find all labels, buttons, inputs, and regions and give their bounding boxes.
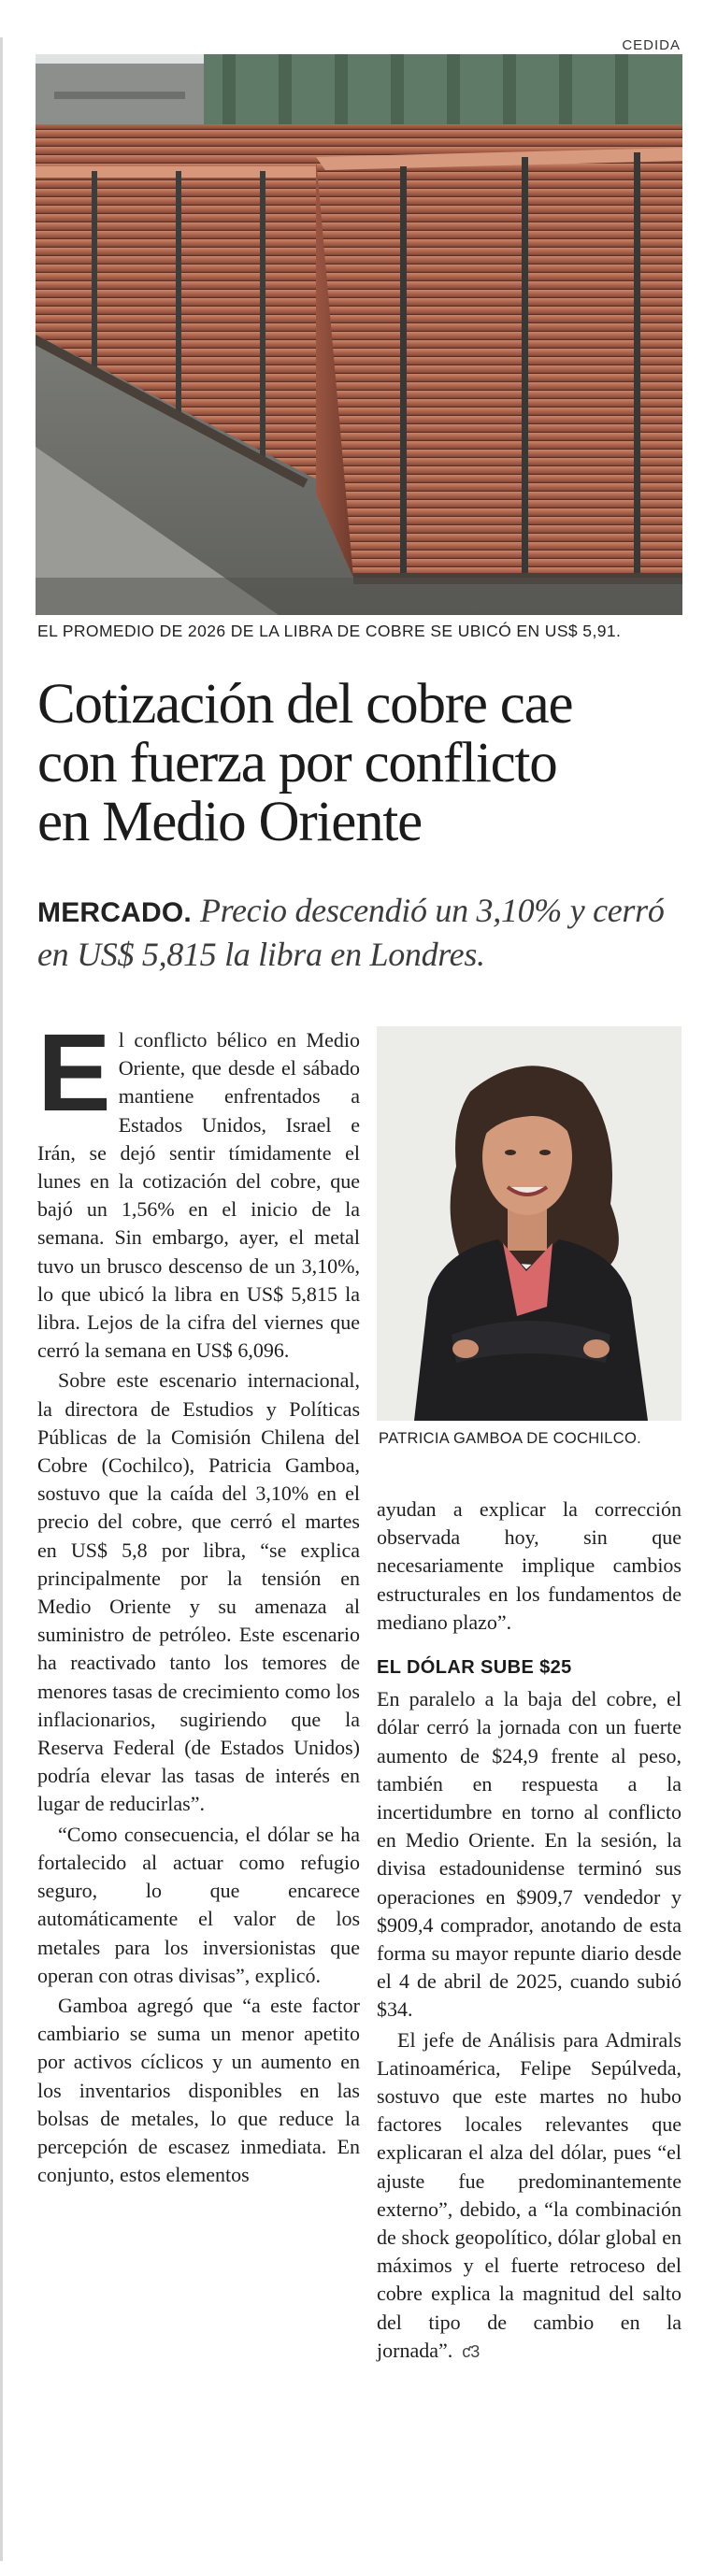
portrait-caption: PATRICIA GAMBOA DE COCHILCO. xyxy=(379,1430,642,1447)
copper-cathodes-photo xyxy=(36,54,682,615)
paragraph: Sobre este escenario internacional, la directora de Estudios y Políticas Públicas de la Comisión Chilena del Cobre (Cochilco), Patricia Gamboa, sostuvo que la caída del 3,10% en el precio del cobre, que cerró el martes en US$ 5,8 por libra, “se explica principalmente por la tensión en Medio Oriente y su amenaza al suministro de petróleo. Este escenario ha reactivado tanto los temores de menores tasas de crecimiento como los inflacionarios, sugiriendo que la Reserva Federal (de Estados Unidos) podría elevar las tasas de interés en lugar de reducirlas”. xyxy=(37,1368,360,1816)
end-mark-icon: ƈ3 xyxy=(462,2341,481,2361)
left-margin-rule xyxy=(0,37,3,2561)
article-column-2 xyxy=(377,1496,681,2368)
headline-line-2: con fuerza por conflicto xyxy=(37,732,557,794)
section-kicker: MERCADO. xyxy=(37,897,192,928)
paragraph-text: l conflicto bélico en Medio Oriente, que desde el sábado mantiene enfrentados a Estados Unidos, Israel e Irán, se dejó sentir tímidamente el lunes en la cotización del cobre, que bajó un 1,56% en el inicio de la semana. Sin embargo, ayer, el metal tuvo un brusco descenso de un 3,10%, lo que ubicó la libra en US$ 5,815 la libra. Lejos de la cifra del viernes que cerró la semana en US$ 6,096. xyxy=(37,1028,360,1363)
paragraph: Gamboa agregó que “a este factor cambiario se suma un menor apetito por activos cíclicos y un aumento en los inventarios disponibles en las bolsas de metales, lo que reduce la percepción de escasez inmediata. En conjunto, estos elementos xyxy=(37,1993,360,2187)
article-column-1 xyxy=(37,1011,360,2191)
headline-line-1: Cotización del cobre cae xyxy=(37,673,573,736)
drop-cap: E xyxy=(37,1011,111,1135)
paragraph-text: El jefe de Análisis para Admirals Latinoamérica, Felipe Sepúlveda, sostuvo que este martes no hubo factores locales relevantes que explicaran el alza del dólar, pues “el ajuste fue predominantemente externo”, debido, a “la combinación de shock geopolítico, dólar global en máximos y el fuerte retroceso del cobre explica la magnitud del salto del tipo de cambio en la jornada”. xyxy=(377,2027,681,2362)
paragraph: “Como consecuencia, el dólar se ha fortalecido al actuar como refugio seguro, lo que encarece automáticamente el valor de los metales para los inversionistas que operan con otras divisas”, explicó. xyxy=(37,1822,360,1987)
paragraph xyxy=(377,2026,681,2366)
photo-credit: CEDIDA xyxy=(622,37,681,53)
headline-line-3: en Medio Oriente xyxy=(37,791,423,853)
section-subhead: EL DÓLAR SUBE $25 xyxy=(377,1657,572,1679)
paragraph: ayudan a explicar la corrección observada hoy, sin que necesariamente implique cambios estructurales en los fundamentos de mediano plazo”. xyxy=(377,1497,681,1634)
main-photo-caption: EL PROMEDIO DE 2026 DE LA LIBRA DE COBRE SE UBICÓ EN US$ 5,91. xyxy=(37,622,622,640)
deck-text: Precio descendió un 3,10% y cerró en US$ 5,815 la libra en Londres. xyxy=(37,892,665,973)
copper-stacks-illustration xyxy=(36,54,682,615)
article-headline xyxy=(37,675,682,852)
portrait-illustration xyxy=(377,1026,681,1421)
article-deck xyxy=(37,890,692,975)
paragraph: En paralelo a la baja del cobre, el dólar cerró la jornada con un fuerte aumento de $24,9 frente al peso, también en respuesta a la incertidumbre en torno al conflicto en Medio Oriente. En la sesión, la divisa estadounidense terminó sus operaciones en $909,7 vendedor y $909,4 comprador, anotando de esta forma su mayor repunte diario desde el 4 de abril de 2025, cuando subió $34. xyxy=(377,1687,681,2022)
paragraph xyxy=(37,1011,360,1365)
portrait-photo xyxy=(377,1026,681,1421)
